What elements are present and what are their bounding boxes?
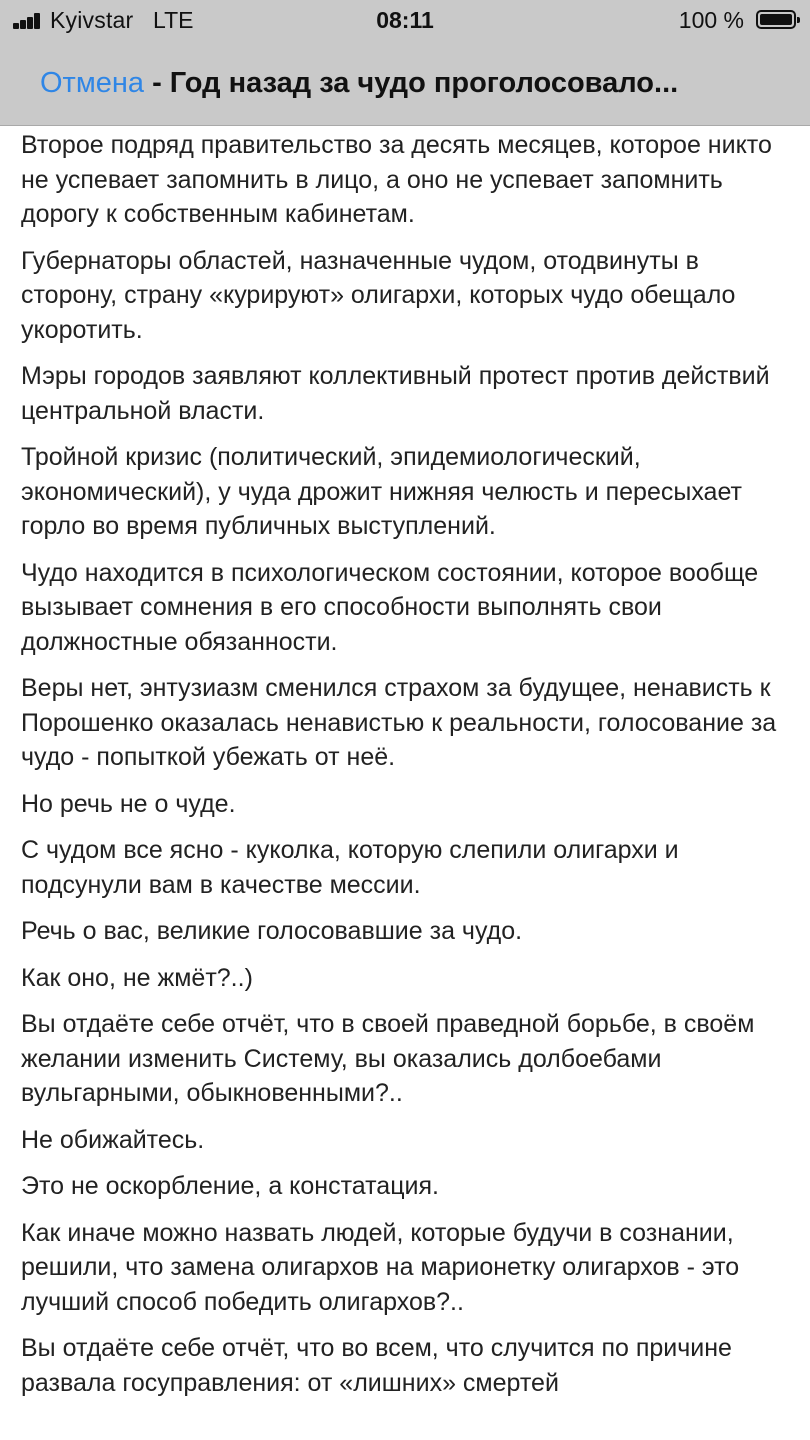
paragraph: Не обижайтесь. (21, 1125, 205, 1154)
paragraph: Тройной кризис (политический, эпидемиологический, экономический), у чуда дрожит нижняя челюсть и пересыхает горло во время публичных выступлений. (21, 443, 742, 540)
header (0, 0, 810, 126)
paragraph: Вы отдаёте себе отчёт, что в своей праведной борьбе, в своём желании изменить Систему, вы оказались долбоебами вульгарными, обыкновенными?.. (21, 1010, 755, 1107)
paragraph: Веры нет, энтузиазм сменился страхом за будущее, ненависть к Порошенко оказалась ненавистью к реальности, голосование за чудо - попыткой убежать от неё. (21, 674, 777, 771)
battery-fill (760, 14, 792, 25)
battery-percent: 100 % (678, 7, 744, 33)
paragraph: Как оно, не жмёт?..) (21, 963, 253, 992)
battery-icon (756, 10, 796, 29)
paragraph: Но речь не о чуде. (21, 789, 236, 818)
paragraph: Губернаторы областей, назначенные чудом, отодвинуты в сторону, страну «курируют» олигархи, которых чудо обещало укоротить. (21, 246, 736, 344)
paragraph: Это не оскорбление, а констатация. (21, 1172, 439, 1200)
message-text-area[interactable] (0, 126, 810, 1440)
paragraph: Чудо находится в психологическом состоянии, которое вообще вызывает сомнения в его способности выполнять свои должностные обязанности. (21, 558, 759, 656)
paragraph: Второе подряд правительство за десять месяцев, которое никто не успевает запомнить в лицо, а оно не успевает запомнить дорогу к собственным кабинетам. (21, 131, 772, 228)
cancel-button[interactable]: Отмена (40, 67, 145, 99)
nav-title: - Год назад за чудо проголосовало... (152, 67, 679, 99)
battery-nub (797, 17, 800, 23)
paragraph: Вы отдаёте себе отчёт, что во всем, что случится по причине развала госуправления: от «лишних» смертей (21, 1334, 732, 1397)
carrier-name: Kyivstar (50, 7, 134, 33)
paragraph: С чудом все ясно - куколка, которую слепили олигархи и подсунули вам в качестве мессии. (21, 836, 679, 899)
paragraph: Как иначе можно назвать людей, которые будучи в сознании, решили, что замена олигархов на марионетку олигархов - это лучший способ победить олигархов?.. (21, 1218, 740, 1316)
status-time: 08:11 (376, 7, 434, 33)
network-type: LTE (153, 7, 194, 33)
paragraph: Мэры городов заявляют коллективный протест против действий центральной власти. (21, 362, 770, 425)
status-bar (0, 0, 810, 42)
nav-bar (40, 58, 800, 108)
paragraph: Речь о вас, великие голосовавшие за чудо. (21, 917, 523, 945)
